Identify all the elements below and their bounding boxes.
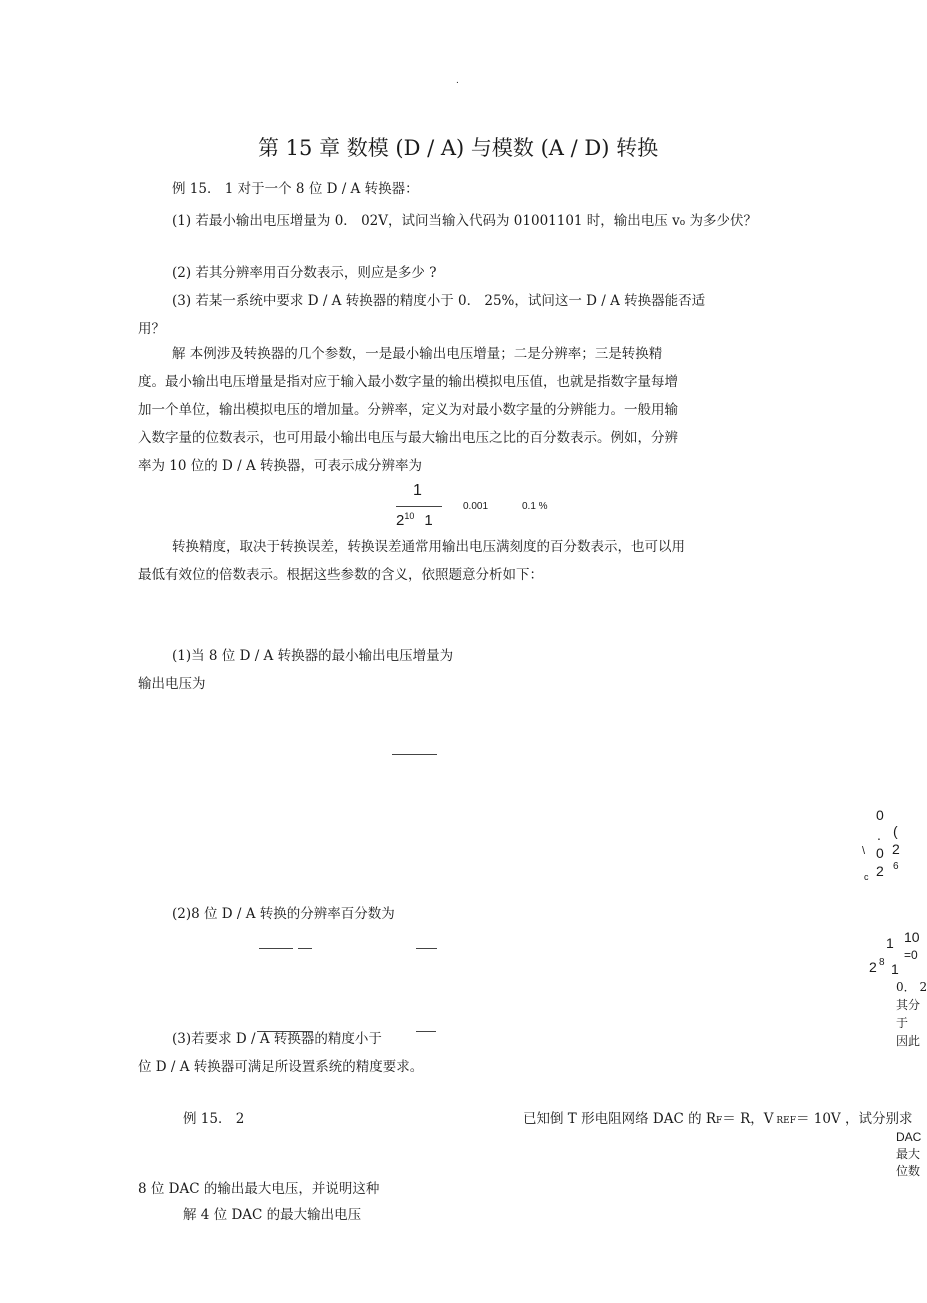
solution-line-1: 解 本例涉及转换器的几个参数，一是最小输出电压增量；二是分辨率；三是转换精 <box>172 346 663 362</box>
answer-3-blank-rule <box>416 1031 436 1032</box>
answer-1-line1: (1)当 8 位 D / A 转换器的最小输出电压增量为 <box>172 648 454 664</box>
answer-1-line2: 输出电压为 <box>138 676 206 692</box>
example2-text-mid: ＝ R，V <box>722 1111 774 1127</box>
fragment-1: 0 <box>876 807 884 823</box>
answer-1-blank-rule <box>392 754 437 755</box>
fragment-17: 其分 <box>896 998 921 1012</box>
fragment-19: 因此 <box>896 1034 921 1048</box>
fragment-7: c <box>864 872 869 882</box>
question-1-text: (1) 若最小输出电压增量为 0． 02V，试问当输入代码为 01001101 时，输出电压 v <box>172 213 680 229</box>
answer-2-blank-rule-1 <box>259 948 293 949</box>
rf-subscript: F <box>716 1116 723 1126</box>
fragment-3: ( <box>893 823 898 839</box>
fragment-8: 2 <box>876 863 884 879</box>
header-dot: . <box>456 75 459 86</box>
example2-text-end: ＝ 10V ，试分别求 <box>795 1111 913 1127</box>
fragment-20: DAC <box>896 1130 922 1144</box>
formula-den-minus: 1 <box>424 512 433 529</box>
question-2: (2) 若其分辨率用百分数表示，则应是多少 ? <box>172 265 437 281</box>
fragment-15: 1 <box>891 961 899 977</box>
fragment-13: 2 <box>869 959 877 975</box>
example1-heading: 例 15． 1 对于一个 8 位 D / A 转换器： <box>172 181 419 197</box>
question-1 <box>172 212 757 232</box>
fragment-9: 6 <box>893 861 899 872</box>
fragment-4: \ <box>862 845 866 857</box>
vo-subscript: o <box>679 218 686 228</box>
example2-text-start: 已知倒 T 形电阻网络 DAC 的 R <box>523 1111 717 1127</box>
fragment-14: 8 <box>879 957 885 968</box>
formula-approx-1: 0.001 <box>463 501 489 512</box>
answer-2-blank-rule-2 <box>298 948 312 949</box>
example2-solution: 解 4 位 DAC 的最大输出电压 <box>183 1207 362 1223</box>
fragment-2: . <box>877 827 881 843</box>
accuracy-line-2: 最低有效位的倍数表示。根据这些参数的含义，依照题意分析如下： <box>138 567 543 583</box>
formula-fraction-bar <box>396 506 442 507</box>
fragment-22: 位数 <box>896 1164 921 1178</box>
fragment-18: 于 <box>896 1016 909 1030</box>
formula-approx-2: 0.1 % <box>522 501 548 512</box>
example2-heading: 例 15． 2 <box>183 1111 245 1127</box>
fragment-21: 最大 <box>896 1147 921 1161</box>
answer-3-overline <box>257 1031 313 1032</box>
answer-2-line1: (2)8 位 D / A 转换的分辨率百分数为 <box>172 906 395 922</box>
answer-2-blank-rule-3 <box>416 948 437 949</box>
fragment-11: 10 <box>904 929 920 945</box>
formula-numerator: 1 <box>413 482 422 499</box>
question-1-end: 为多少伏？ <box>685 213 757 229</box>
answer-3-line2: 位 D / A 转换器可满足所设置系统的精度要求。 <box>138 1059 424 1075</box>
fragment-6: 2 <box>892 841 900 857</box>
vref-subscript: REF <box>773 1116 796 1126</box>
solution-line-4: 入数字量的位数表示，也可用最小输出电压与最大输出电压之比的百分数表示。例如，分辨 <box>138 430 678 446</box>
page-title: 第 15 章 数模 (D / A) 与模数 (A / D) 转换 <box>258 136 659 160</box>
fragment-5: 0 <box>876 845 884 861</box>
question-3-line2: 用？ <box>138 321 165 337</box>
fragment-10: 1 <box>886 935 894 951</box>
formula-den-base: 2 <box>396 512 405 529</box>
example2-line2: 8 位 DAC 的输出最大电压，并说明这种 <box>138 1181 380 1197</box>
fragment-16: 0． 2 <box>896 980 927 994</box>
solution-line-2: 度。最小输出电压增量是指对应于输入最小数字量的输出模拟电压值，也就是指数字量每增 <box>138 374 678 390</box>
fragment-12: =0 <box>904 948 918 962</box>
solution-line-5: 率为 10 位的 D / A 转换器，可表示成分辨率为 <box>138 458 423 474</box>
formula-denominator <box>396 512 433 530</box>
solution-line-3: 加一个单位，输出模拟电压的增加量。分辨率，定义为对最小数字量的分辨能力。一般用输 <box>138 402 678 418</box>
answer-3-line1: (3)若要求 D / A 转换器的精度小于 <box>172 1031 382 1047</box>
accuracy-line-1: 转换精度，取决于转换误差，转换误差通常用输出电压满刻度的百分数表示，也可以用 <box>172 539 685 555</box>
example2-text <box>523 1110 912 1130</box>
formula-den-exp: 10 <box>404 511 415 521</box>
question-3-line1: (3) 若某一系统中要求 D / A 转换器的精度小于 0． 25%，试问这一 D / A 转换器能否适 <box>172 293 706 309</box>
